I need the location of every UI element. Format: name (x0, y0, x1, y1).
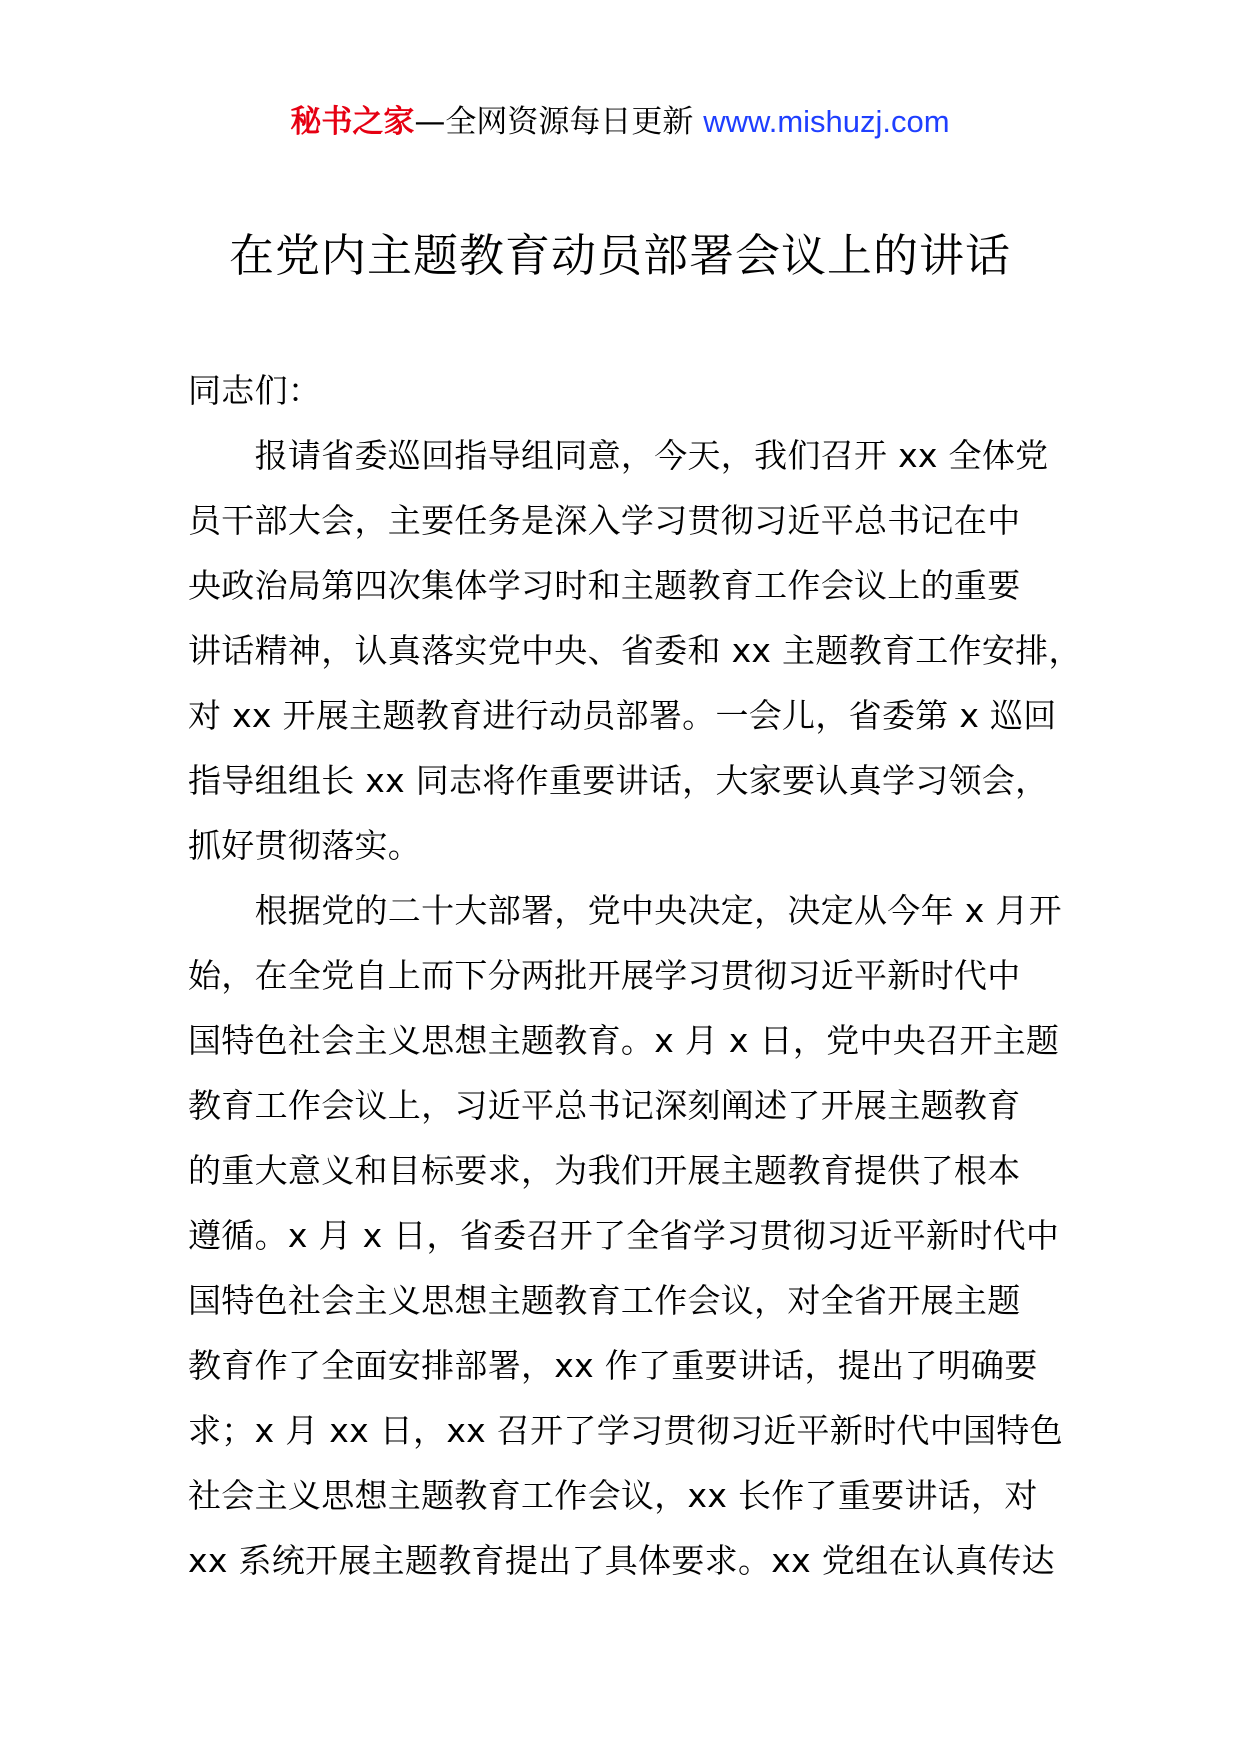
text-line: 国特色社会主义思想主题教育。x 月 x 日，党中央召开主题 (188, 1021, 1060, 1060)
text-line: 教育作了全面安排部署，xx 作了重要讲话，提出了明确要 (188, 1346, 1038, 1385)
text-line: 对 xx 开展主题教育进行动员部署。一会儿，省委第 x 巡回 (188, 696, 1057, 735)
text-line: 指导组组长 xx 同志将作重要讲话，大家要认真学习领会， (188, 761, 1049, 800)
text-line: 遵循。x 月 x 日，省委召开了全省学习贯彻习近平新时代中 (188, 1216, 1060, 1255)
text-line: 社会主义思想主题教育工作会议，xx 长作了重要讲话，对 (188, 1476, 1038, 1515)
text-line: 报请省委巡回指导组同意，今天，我们召开 xx 全体党 (188, 436, 1049, 475)
text-line: xx 系统开展主题教育提出了具体要求。xx 党组在认真传达 (188, 1541, 1055, 1580)
text-line: 始，在全党自上而下分两批开展学习贯彻习近平新时代中 (188, 956, 1021, 995)
brand-name: 秘书之家 (290, 104, 415, 140)
text-line: 央政治局第四次集体学习时和主题教育工作会议上的重要 (188, 566, 1021, 605)
text-line: 的重大意义和目标要求，为我们开展主题教育提供了根本 (188, 1151, 1021, 1190)
watermark-header (0, 100, 1240, 144)
text-line: 教育工作会议上，习近平总书记深刻阐述了开展主题教育 (188, 1086, 1021, 1125)
document-title: 在党内主题教育动员部署会议上的讲话 (228, 229, 1011, 282)
text-line: 同志们： (188, 371, 322, 410)
text-line: 根据党的二十大部署，党中央决定，决定从今年 x 月开 (188, 891, 1062, 930)
text-line: 求；x 月 xx 日，xx 召开了学习贯彻习近平新时代中国特色 (188, 1411, 1063, 1450)
header-tagline: —全网资源每日更新 (414, 104, 704, 140)
text-line: 讲话精神，认真落实党中央、省委和 xx 主题教育工作安排， (188, 631, 1082, 670)
site-url: www.mishuzj.com (703, 104, 950, 139)
text-line: 员干部大会，主要任务是深入学习贯彻习近平总书记在中 (188, 501, 1021, 540)
text-line: 抓好贯彻落实。 (188, 826, 422, 865)
document-body (188, 358, 1088, 1593)
text-line: 国特色社会主义思想主题教育工作会议，对全省开展主题 (188, 1281, 1021, 1320)
